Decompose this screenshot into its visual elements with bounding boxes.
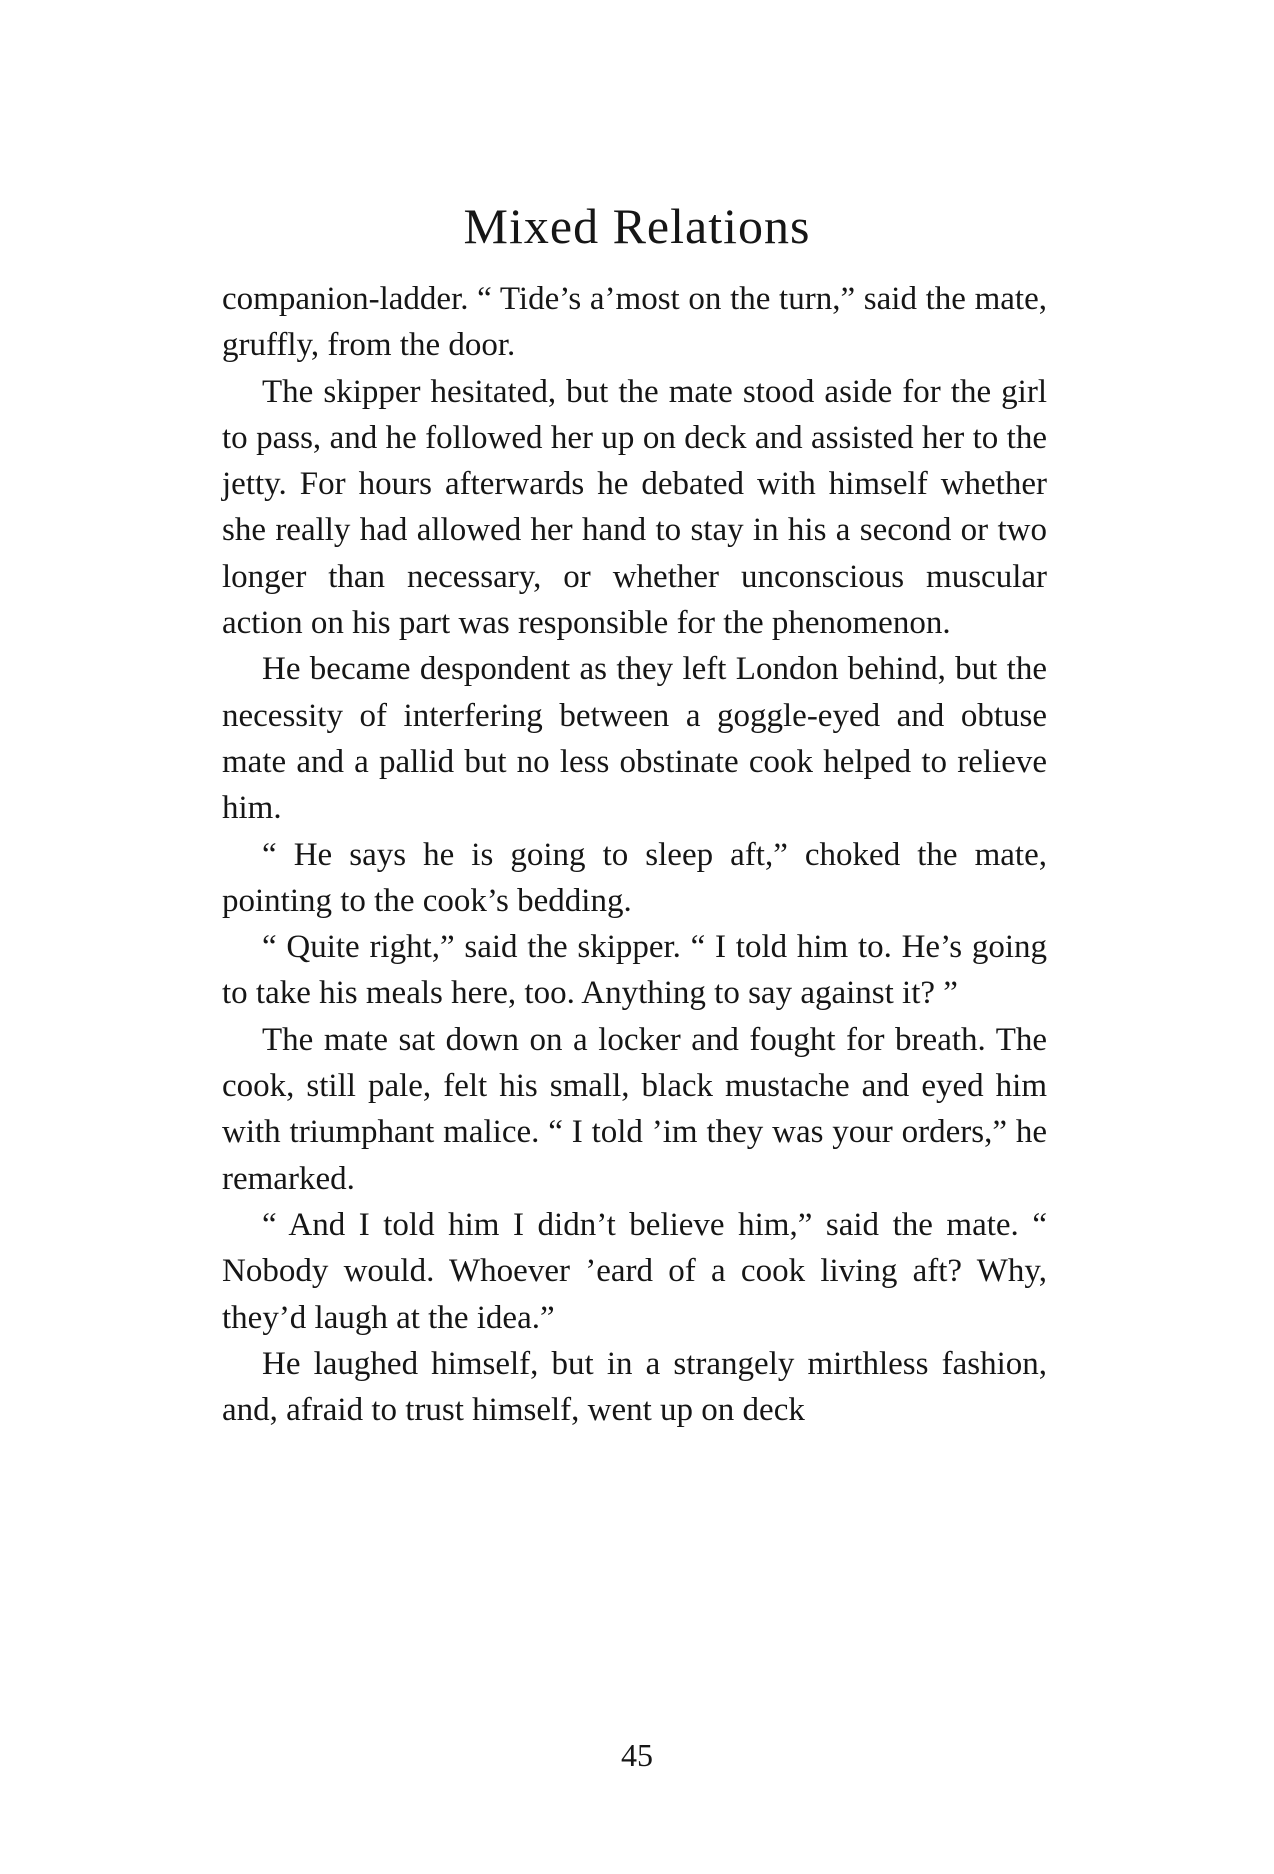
paragraph-3: He became despondent as they left London behind, but the necessity of interfering between a goggle-eyed and obtuse mate and a pallid but no less obstinate cook helped to relieve him. [222,651,1047,827]
running-head: Mixed Relations [463,198,811,254]
paragraph-4: “ He says he is going to sleep aft,” choked the mate, pointing to the cook’s bedding. [222,836,1047,919]
body-text [222,276,1047,1433]
paragraph-8: He laughed himself, but in a strangely mirthless fashion, and, afraid to trust himself, went up on deck [222,1345,1047,1429]
paragraph-7: “ And I told him I didn’t believe him,” said the mate. “ Nobody would. Whoever ’eard of a cook living aft? Why, they’d laugh at the idea.” [222,1206,1047,1336]
paragraph-5: “ Quite right,” said the skipper. “ I told him to. He’s going to take his meals here, too. Anything to say against it? ” [222,929,1047,1012]
paragraph-1: companion-ladder. “ Tide’s a’most on the turn,” said the mate, gruffly, from the door. [222,281,1047,364]
paragraph-2: The skipper hesitated, but the mate stood aside for the girl to pass, and he followed her up on deck and assisted her to the jetty. For hours afterwards he debated with himself whether she really had allowed her hand to stay in his a second or two longer than necessary, or whether unconscious muscular action on his part was responsible for the phenomenon. [222,373,1047,642]
page-number: 45 [621,1737,653,1773]
paragraph-6: The mate sat down on a locker and fought for breath. The cook, still pale, felt his small, black mustache and eyed him with triumphant malice. “ I told ’im they was your orders,” he remarked. [222,1021,1047,1197]
